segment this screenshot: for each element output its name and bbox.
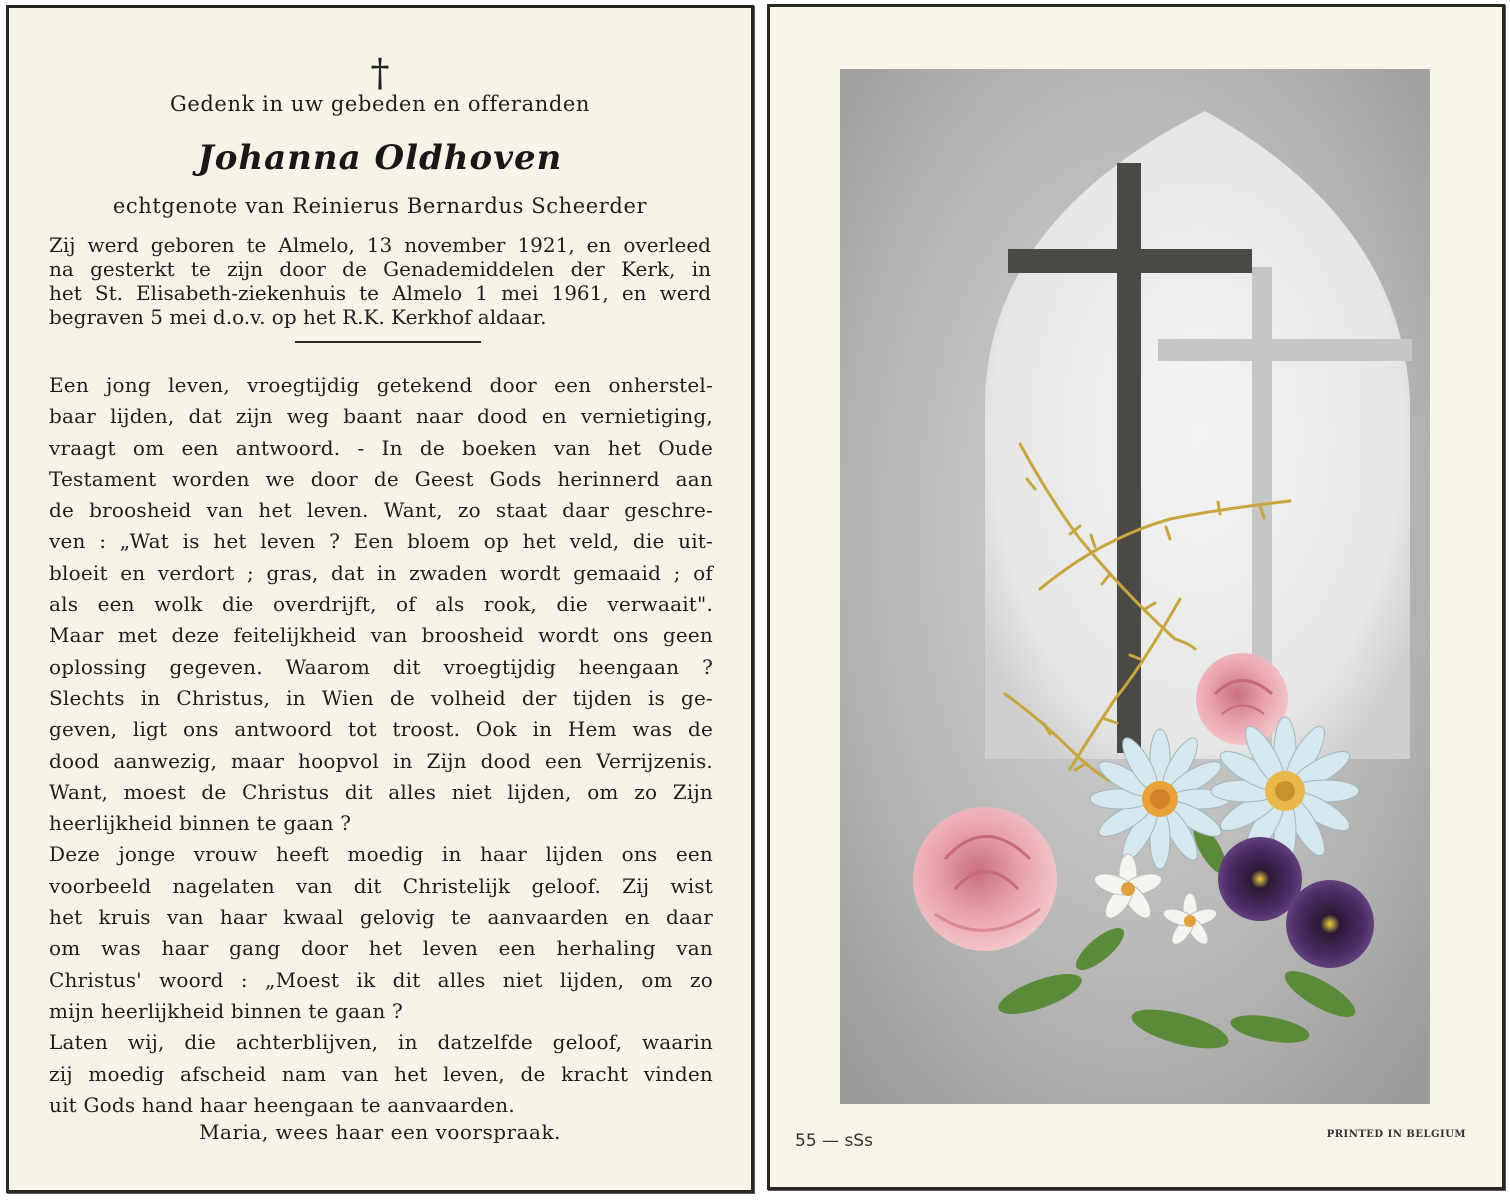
text-line: Maar met deze feitelijkheid van broosheid wordt ons geen [49, 623, 713, 648]
shadow-cross-horizontal [1158, 339, 1412, 361]
text-line: dood aanwezig, maar hoopvol in Zijn dood een Verrijzenis. [49, 748, 713, 773]
text-line: Christus' woord : „Moest ik dit alles niet lijden, om zo [49, 967, 713, 992]
memorial-card-text-side [6, 5, 754, 1193]
card-print-number: 55 — sSs [795, 1131, 873, 1151]
text-line: Slechts in Christus, in Wien de volheid der tijden is ge- [49, 685, 713, 710]
bio-line: begraven 5 mei d.o.v. op het R.K. Kerkhof aldaar. [49, 305, 547, 329]
text-line: om was haar gang door het leven een herhaling van [49, 936, 713, 961]
rose-large [913, 807, 1057, 951]
text-line: geven, ligt ons antwoord tot troost. Ook in Hem was de [49, 717, 713, 742]
deceased-name: Johanna Oldhoven [197, 138, 563, 178]
text-line: Een jong leven, vroegtijdig getekend door een onherstel- [49, 373, 713, 397]
text-line: heerlijkheid binnen te gaan ? [49, 811, 352, 836]
text-line: ven : „Wat is het leven ? Een bloem op het veld, die uit- [49, 529, 713, 554]
text-line: de broosheid van het leven. Want, zo staat daar geschre- [49, 498, 713, 523]
text-line: Want, moest de Christus dit alles niet lijden, om zo Zijn [49, 779, 713, 804]
devotional-illustration [840, 69, 1430, 1104]
rose-small [1196, 653, 1288, 745]
spouse-line: echtgenote van Reinierus Bernardus Scheerder [112, 194, 648, 218]
cross-icon: † [370, 51, 390, 95]
text-line: als een wolk die overdrijft, of als rook, die verwaait". [49, 592, 713, 617]
bio-line: na gesterkt te zijn door de Genademiddelen der Kerk, in [49, 257, 711, 281]
memorial-card-picture-side [767, 4, 1505, 1190]
cross-horizontal-beam [1008, 249, 1252, 273]
closing-prayer: Maria, wees haar een voorspraak. [199, 1120, 561, 1144]
text-line: het kruis van haar kwaal gelovig te aanvaarden en daar [49, 905, 713, 930]
reflection-text [49, 370, 713, 1121]
text-line: zij moedig afscheid nam van het leven, de kracht vinden [49, 1061, 713, 1086]
bio-line: Zij werd geboren te Almelo, 13 november 1921, en overleed [49, 233, 711, 257]
text-line: Laten wij, die achterblijven, in datzelfde geloof, waarin [49, 1030, 713, 1055]
text-line: Deze jonge vrouw heeft moedig in haar lijden ons een [49, 842, 713, 867]
bio-line: het St. Elisabeth-ziekenhuis te Almelo 1 mei 1961, en werd [49, 281, 711, 305]
text-line: oplossing gegeven. Waarom dit vroegtijdig heengaan ? [49, 654, 713, 679]
biography-paragraph [49, 233, 711, 329]
text-line: baar lijden, dat zijn weg baant naar dood en vernietiging, [49, 404, 713, 429]
printed-in-label: PRINTED IN BELGIUM [1326, 1129, 1466, 1140]
remembrance-heading: Gedenk in uw gebeden en offeranden [169, 92, 591, 116]
text-line: vraagt om een antwoord. - In de boeken van het Oude [49, 435, 713, 460]
text-line: voorbeeld nagelaten van dit Christelijk geloof. Zij wist [49, 873, 713, 898]
text-line: uit Gods hand haar heengaan te aanvaarden. [49, 1092, 515, 1117]
text-line: bloeit en verdort ; gras, dat in zwaden wordt gemaaid ; of [49, 560, 713, 585]
text-line: mijn heerlijkheid binnen te gaan ? [49, 998, 403, 1023]
text-line: Testament worden we door de Geest Gods herinnerd aan [49, 466, 713, 491]
divider-line [295, 341, 481, 343]
